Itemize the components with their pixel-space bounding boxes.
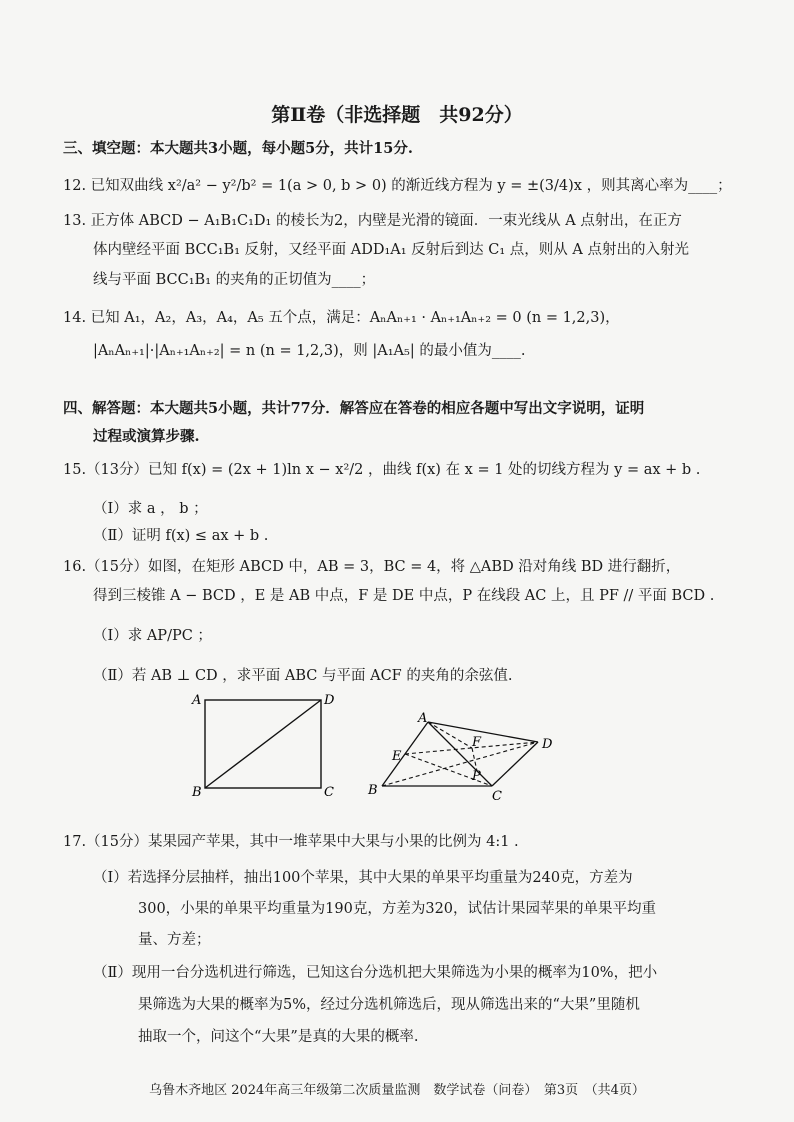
section-4-heading-line-1: 四、解答题：本大题共5小题，共计77分．解答应在答卷的相应各题中写出文字说明，证明 [63, 400, 645, 417]
section-4-heading-line-2: 过程或演算步骤. [93, 428, 200, 445]
label-F: F [472, 735, 482, 750]
label-D: D [324, 693, 335, 708]
pyramid-figure [362, 708, 562, 804]
question-15-part-1: （Ⅰ）求 a ， b ； [93, 501, 208, 517]
label-A: A [192, 693, 202, 708]
question-13-line-2: 体内壁经平面 BCC₁B₁ 反射，又经平面 ADD₁A₁ 反射后到达 C₁ 点，则从 A 点射出的入射光 [93, 242, 689, 258]
section-3-heading: 三、填空题：本大题共3小题，每小题5分，共计15分. [63, 140, 413, 157]
question-15-part-2: （Ⅱ）证明 f(x) ≤ ax + b . [93, 528, 269, 544]
question-16-line-2: 得到三棱锥 A − BCD ，E 是 AB 中点，F 是 DE 中点，P 在线段 AC 上，且 PF // 平面 BCD . [93, 588, 715, 604]
label-B: B [192, 785, 202, 800]
question-14-line-2: |AₙAₙ₊₁|·|Aₙ₊₁Aₙ₊₂| = n (n = 1,2,3)，则 |A₁A₅| 的最小值为____. [93, 343, 526, 359]
label-C: C [324, 785, 334, 800]
question-16-part-2: （Ⅱ）若 AB ⊥ CD ，求平面 ABC 与平面 ACF 的夹角的余弦值. [93, 668, 513, 684]
label-P: P [472, 769, 481, 784]
label-B: B [368, 783, 378, 798]
question-13-line-1: 13. 正方体 ABCD − A₁B₁C₁D₁ 的棱长为2，内壁是光滑的镜面．一束光线从 A 点射出，在正方 [63, 213, 682, 229]
question-14-line-1: 14. 已知 A₁，A₂，A₃，A₄，A₅ 五个点，满足：AₙAₙ₊₁ · Aₙ₊₁Aₙ₊₂ = 0 (n = 1,2,3)， [63, 310, 620, 326]
rectangle-figure [188, 690, 338, 802]
question-17-part-2-line-1: （Ⅱ）现用一台分选机进行筛选，已知这台分选机把大果筛选为小果的概率为10%，把小 [93, 965, 658, 981]
question-17: 17.（15分）某果园产苹果，其中一堆苹果中大果与小果的比例为 4:1 . [63, 834, 519, 850]
page-footer: 乌鲁木齐地区 2024年高三年级第二次质量监测 数学试卷（问卷） 第3页 （共4页） [149, 1083, 645, 1098]
diagonal-bd [205, 700, 321, 788]
question-17-part-2-line-3: 抽取一个，问这个“大果”是真的大果的概率. [138, 1029, 419, 1045]
question-13-line-3: 线与平面 BCC₁B₁ 的夹角的正切值为____； [93, 272, 376, 288]
question-17-part-1-line-2: 300，小果的单果平均重量为190克，方差为320，试估计果园苹果的单果平均重 [138, 901, 657, 917]
label-D: D [542, 737, 553, 752]
label-E: E [392, 749, 402, 764]
question-17-part-1-line-1: （Ⅰ）若选择分层抽样，抽出100个苹果，其中大果的单果平均重量为240克，方差为 [93, 870, 633, 886]
question-12: 12. 已知双曲线 x²/a² − y²/b² = 1(a > 0, b > 0) 的渐近线方程为 y = ±(3/4)x ，则其离心率为____； [63, 178, 732, 194]
edge-cd [492, 742, 538, 786]
question-17-part-1-line-3: 量、方差； [138, 932, 211, 948]
question-16-part-1: （Ⅰ）求 AP/PC ； [93, 628, 212, 644]
page-title: 第Ⅱ卷（非选择题 共92分） [271, 104, 523, 126]
question-17-part-2-line-2: 果筛选为大果的概率为5%，经过分选机筛选后，现从筛选出来的“大果”里随机 [138, 997, 640, 1013]
question-16-line-1: 16.（15分）如图，在矩形 ABCD 中，AB = 3，BC = 4，将 △ABD 沿对角线 BD 进行翻折， [63, 559, 681, 575]
label-A: A [418, 711, 428, 726]
question-15: 15.（13分）已知 f(x) = (2x + 1)ln x − x²/2 ，曲线 f(x) 在 x = 1 处的切线方程为 y = ax + b . [63, 462, 701, 478]
label-C: C [492, 789, 502, 804]
